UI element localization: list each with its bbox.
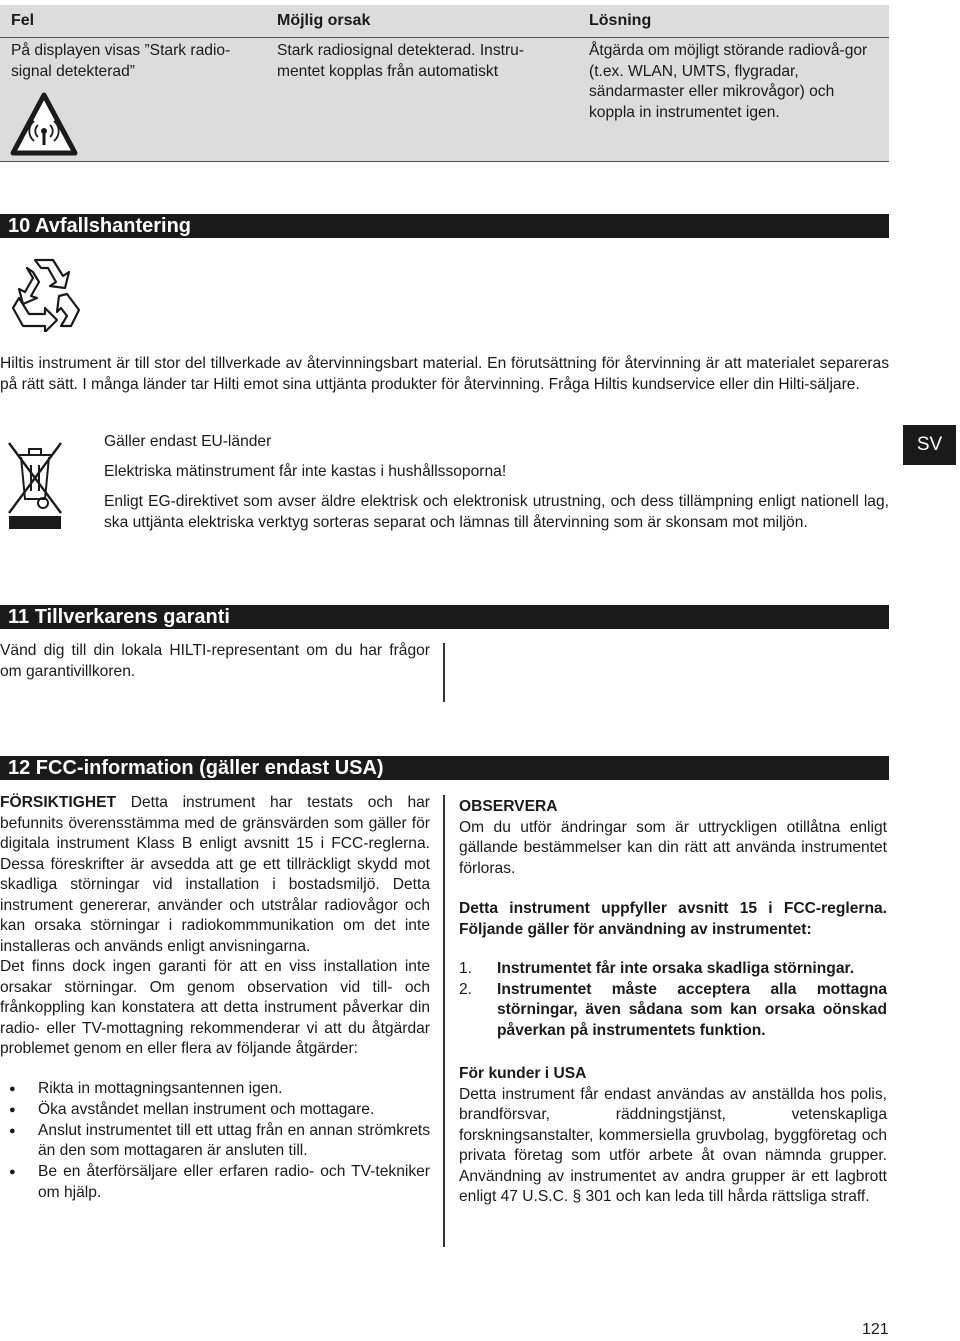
table-header: [0, 5, 889, 38]
cell-fault: På displayen visas ”Stark radio-signal detekterad”: [11, 42, 231, 80]
recycling-paragraph: Hiltis instrument är till stor del tillverkade av återvinningsbart material. En förutsättning för återvinning är att materialet separeras på rätt sätt. I många länder tar Hilti emot sina uttjänta produkter för återvinning. Fråga Hiltis kundservice eller din Hilti-säljare.: [0, 355, 889, 393]
observera-text: Om du utför ändringar som är uttryckligen otillåtna enligt gällande bestämmelser kan din rätt att använda instrumentet förloras.: [459, 818, 887, 877]
fcc-measures-paragraph: Det finns dock ingen garanti för att en viss installation inte orsakar störningar. Om genom observation vid till- och frånkoppling kan konstatera att detta instrument påverkar din radio- eller TV-mottagning rekommenderar vi att du åtgärdar problemet genom en eller flera av följande åtgärder:: [0, 958, 430, 1057]
usa-heading: För kunder i USA: [459, 1065, 587, 1082]
list-item: ● Öka avståndet mellan instrument och mottagare.: [0, 1100, 430, 1121]
header-cause: Möjlig orsak: [277, 12, 371, 29]
troubleshooting-table: [0, 5, 889, 162]
list-item: [459, 980, 887, 1042]
weee-directive-text: Enligt EG-direktivet som avser äldre elektrisk och elektronisk utrustning, och dess tillämpning enligt nationell lag, ska uttjänta elektriska verktyg sorteras separat och lämnas till återvinning som är skonsam mot miljön.: [104, 493, 889, 531]
conditions-list: [459, 959, 887, 1041]
household-warning: Elektriska mätinstrument får inte kastas i hushållssoporna!: [104, 463, 507, 480]
measures-list: [0, 1079, 430, 1204]
eu-only-note: Gäller endast EU-länder: [104, 433, 272, 450]
list-text: Instrumentet måste acceptera alla mottagna störningar, även sådana som kan orsaka oönskad påverkan på instrumentets funktion.: [497, 980, 887, 1039]
crossed-bin-icon: [5, 437, 65, 531]
warranty-text: Vänd dig till din lokala HILTI-representant om du har frågor om garantivillkoren.: [0, 642, 430, 680]
list-item: [459, 959, 887, 980]
section-10-heading: 10 Avfallshantering: [0, 214, 889, 238]
compliance-statement: Detta instrument uppfyller avsnitt 15 i FCC-reglerna. Följande gäller för användning av instrumentet:: [459, 900, 887, 938]
caution-label: FÖRSIKTIGHET: [0, 794, 117, 811]
column-divider: [443, 643, 445, 702]
list-item: ● Be en återförsäljare eller erfaren radio- och TV-tekniker om hjälp.: [0, 1162, 430, 1203]
cell-cause: Stark radiosignal detekterad. Instru-mentet kopplas från automatiskt: [277, 42, 525, 80]
list-text: Instrumentet får inte orsaka skadliga störningar.: [497, 960, 855, 977]
header-fault: Fel: [11, 12, 35, 29]
observera-heading: OBSERVERA: [459, 798, 558, 815]
radio-warning-icon: [9, 91, 79, 157]
recycle-icon: [5, 256, 85, 332]
fcc-left-column: [0, 793, 430, 1204]
cell-solution: Åtgärda om möjligt störande radiovå-gor (t.ex. WLAN, UMTS, flygradar, sändarmaster eller mikrovågor) och koppla in instrumentet igen.: [589, 42, 868, 121]
usa-text: Detta instrument får endast användas av anställda hos polis, brandförsvar, räddningstjänst, vetenskapliga forskningsanstalter, kommersiella gruvbolag, byggföretag och privata företag som utför arbete åt ovan nämnda grupper. Användning av instrumentet av andra grupper är ett lagbrott enligt 47 U.S.C. § 301 och kan leda till hårda rättsliga straff.: [459, 1085, 887, 1205]
column-divider: [443, 795, 445, 1247]
fcc-right-column: [459, 797, 887, 1208]
list-number: 2.: [459, 980, 473, 998]
list-item: ● Anslut instrumentet till ett uttag från en annan strömkrets än den som mottagaren är ansluten till.: [0, 1121, 430, 1162]
section-11-heading: 11 Tillverkarens garanti: [0, 605, 889, 629]
header-solution: Lösning: [589, 12, 652, 29]
language-tab-sv: SV: [903, 425, 956, 465]
caution-paragraph: [0, 793, 430, 957]
page-number: 121: [862, 1321, 889, 1338]
caution-text: Detta instrument har testats och har befunnits överensstämma med de gränsvärden som gäller för digitala instrument Klass B enligt avsnitt 15 i FCC-reglerna. Dessa föreskrifter är avsedda att ge ett tillräckligt skydd mot skadliga störningar vid installation i bostadsmiljö. Detta instrument genererar, använder och utstrålar radiovågor och kan orsaka störningar i radiokommmunikation om det inte installeras och används enligt anvisningarna.: [0, 794, 430, 955]
list-number: 1.: [459, 960, 473, 977]
section-12-heading: 12 FCC-information (gäller endast USA): [0, 756, 889, 780]
list-item: ● Rikta in mottagningsantennen igen.: [0, 1079, 430, 1100]
